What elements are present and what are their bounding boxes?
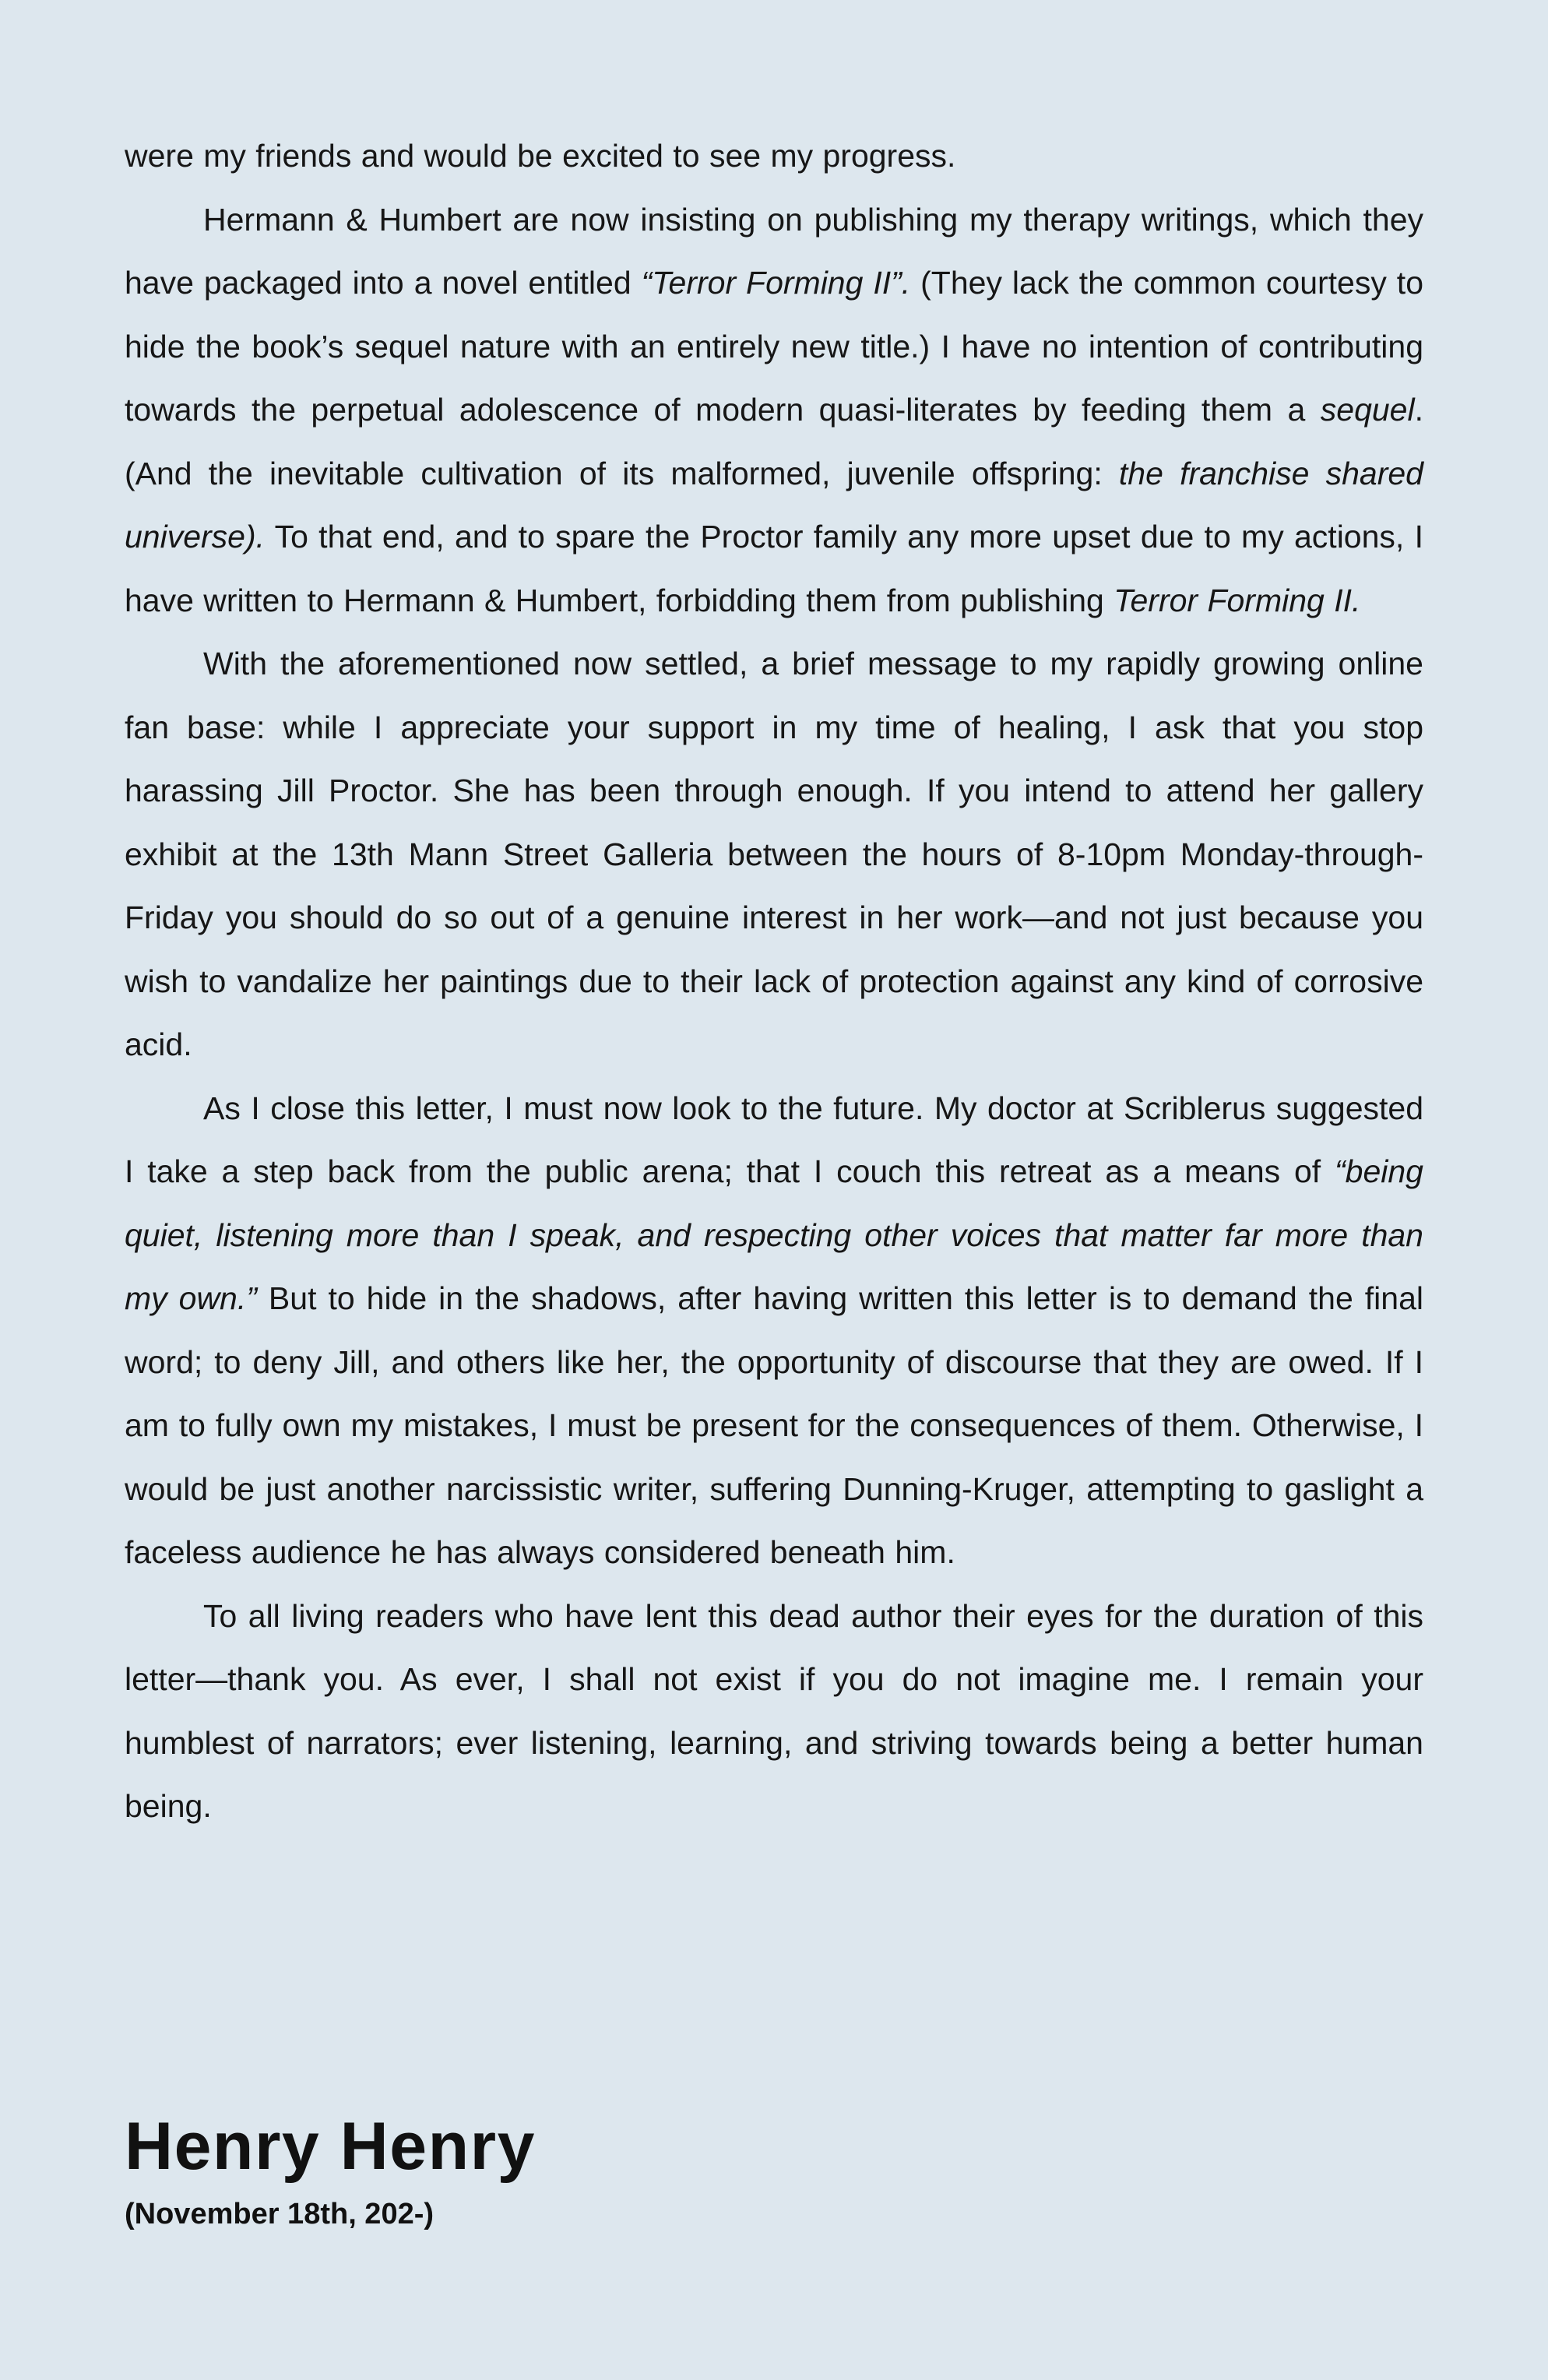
signature-name: Henry Henry: [125, 2109, 536, 2184]
paragraph-4-text-1: As I close this letter, I must now look to the future. My doctor at Scriblerus suggested I take a step back from the public arena; that I couch this retreat as a means of: [125, 1090, 1423, 1189]
book-title-quoted: “Terror Forming II”.: [641, 265, 911, 301]
paragraph-5: [125, 1585, 1423, 1839]
paragraph-3-text: With the aforementioned now settled, a brief message to my rapidly growing online fan base: while I appreciate your support in my time of healing, I ask that you stop harassing Jill Proctor. She has been through enough. If you intend to attend her gallery exhibit at the 13th Mann Street Galleria between the hours of 8-10pm Monday-through-Friday you should do so out of a genuine interest in her work—and not just because you wish to vandalize her paintings due to their lack of protection against any kind of corrosive acid.: [125, 646, 1423, 1062]
paragraph-4: [125, 1077, 1423, 1585]
paragraph-1: [125, 125, 1423, 188]
paragraph-2-text-3: . (And the inevitable cultivation of its malformed, juvenile offspring:: [125, 392, 1423, 491]
paragraph-4-text-2: But to hide in the shadows, after having written this letter is to demand the final word; to deny Jill, and others like her, the opportunity of discourse that they are owed. If I am to fully own my mistakes, I must be present for the consequences of them. Otherwise, I would be just another narcissistic writer, suffering Dunning-Kruger, attempting to gaslight a faceless audience he has always considered beneath him.: [125, 1280, 1423, 1570]
paragraph-2-text-4: To that end, and to spare the Proctor family any more upset due to my actions, I have written to Hermann & Humbert, forbidding them from publishing: [125, 519, 1423, 618]
paragraph-1-text: were my friends and would be excited to see my progress.: [125, 138, 956, 174]
book-title: Terror Forming II.: [1114, 582, 1361, 618]
emphasis-franchise: the franchise shared universe).: [125, 455, 1423, 555]
doctor-quote: “being quiet, listening more than I speak, and respecting other voices that matter far more than my own.”: [125, 1153, 1423, 1316]
paragraph-2-text-2: (They lack the common courtesy to hide the book’s sequel nature with an entirely new title.) I have no intention of contributing towards the perpetual adolescence of modern quasi-literates by feeding them a: [125, 265, 1423, 428]
paragraph-5-text: To all living readers who have lent this dead author their eyes for the duration of this letter—thank you. As ever, I shall not exist if you do not imagine me. I remain your humblest of narrators; ever listening, learning, and striving towards being a better human being.: [125, 1597, 1423, 1824]
paragraph-3: [125, 632, 1423, 1077]
emphasis-sequel: sequel: [1320, 392, 1415, 428]
signature-date: (November 18th, 202-): [125, 2198, 434, 2230]
paragraph-2: [125, 188, 1423, 633]
letter-body: [125, 125, 1423, 1839]
paragraph-2-text-1: Hermann & Humbert are now insisting on publishing my therapy writings, which they have packaged into a novel entitled: [125, 201, 1423, 301]
